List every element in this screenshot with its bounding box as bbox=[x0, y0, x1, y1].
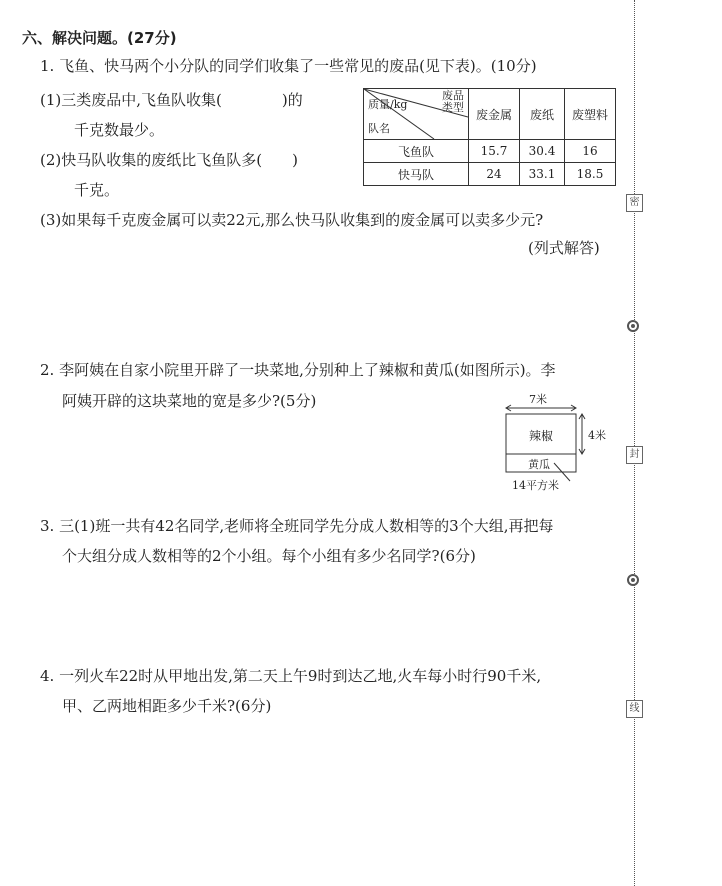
cell-feiyu-metal: 15.7 bbox=[469, 140, 520, 163]
corner-label-mass: 质量/kg bbox=[368, 98, 408, 111]
figure-side-label: 4米 bbox=[588, 429, 606, 442]
seal-label-3: 线 bbox=[626, 700, 643, 718]
question-1-part-3: (3)如果每千克废金属可以卖22元,那么快马队收集到的废金属可以卖多少元? bbox=[40, 211, 544, 229]
question-1-part-1-cont: 千克数最少。 bbox=[74, 121, 165, 139]
cell-kuaima-metal: 24 bbox=[469, 163, 520, 186]
question-3-line-2: 个大组分成人数相等的2个小组。每个小组有多少名同学?(6分) bbox=[62, 547, 476, 565]
question-3-line-1: 3. 三(1)班一共有42名同学,老师将全班同学先分成人数相等的3个大组,再把每 bbox=[40, 517, 554, 535]
corner-label-team: 队名 bbox=[368, 122, 390, 135]
question-4-line-1: 4. 一列火车22时从甲地出发,第二天上午9时到达乙地,火车每小时行90千米, bbox=[40, 667, 542, 685]
question-4-line-2: 甲、乙两地相距多少千米?(6分) bbox=[62, 697, 272, 715]
seal-label-2: 封 bbox=[626, 446, 643, 464]
column-header-paper: 废纸 bbox=[520, 89, 565, 140]
cell-kuaima-paper: 33.1 bbox=[520, 163, 565, 186]
table-corner-header bbox=[364, 89, 469, 140]
figure-top-label: 7米 bbox=[529, 393, 547, 406]
question-1-part-1: (1)三类废品中,飞鱼队收集( )的 bbox=[40, 91, 303, 109]
row-team-feiyu: 飞鱼队 bbox=[364, 140, 469, 163]
corner-label-type: 类型 bbox=[442, 101, 464, 114]
question-1-part-3-note: (列式解答) bbox=[528, 239, 600, 257]
binding-hole-icon bbox=[627, 574, 639, 586]
question-1-part-2-cont: 千克。 bbox=[74, 181, 120, 199]
figure-cucumber-label: 黄瓜 bbox=[528, 458, 550, 471]
question-1-part-2: (2)快马队收集的废纸比飞鱼队多( ) bbox=[40, 151, 298, 169]
garden-figure bbox=[490, 390, 620, 495]
corner-label-category: 废品 bbox=[442, 89, 464, 102]
seal-label-1: 密 bbox=[626, 194, 643, 212]
column-header-plastic: 废塑料 bbox=[565, 89, 616, 140]
row-team-kuaima: 快马队 bbox=[364, 163, 469, 186]
question-2-line-1: 2. 李阿姨在自家小院里开辟了一块菜地,分别种上了辣椒和黄瓜(如图所示)。李 bbox=[40, 361, 556, 379]
waste-table bbox=[363, 88, 616, 186]
figure-bottom-label: 14平方米 bbox=[512, 479, 559, 492]
binding-hole-icon bbox=[627, 320, 639, 332]
seal-dotted-line bbox=[634, 0, 635, 886]
figure-pepper-label: 辣椒 bbox=[529, 429, 554, 443]
binding-margin bbox=[625, 0, 645, 886]
column-header-metal: 废金属 bbox=[469, 89, 520, 140]
question-1-stem: 1. 飞鱼、快马两个小分队的同学们收集了一些常见的废品(见下表)。(10分) bbox=[40, 57, 537, 75]
question-2-line-2: 阿姨开辟的这块菜地的宽是多少?(5分) bbox=[62, 392, 317, 410]
cell-feiyu-plastic: 16 bbox=[565, 140, 616, 163]
cell-kuaima-plastic: 18.5 bbox=[565, 163, 616, 186]
section-heading: 六、解决问题。(27分) bbox=[22, 29, 177, 47]
cell-feiyu-paper: 30.4 bbox=[520, 140, 565, 163]
